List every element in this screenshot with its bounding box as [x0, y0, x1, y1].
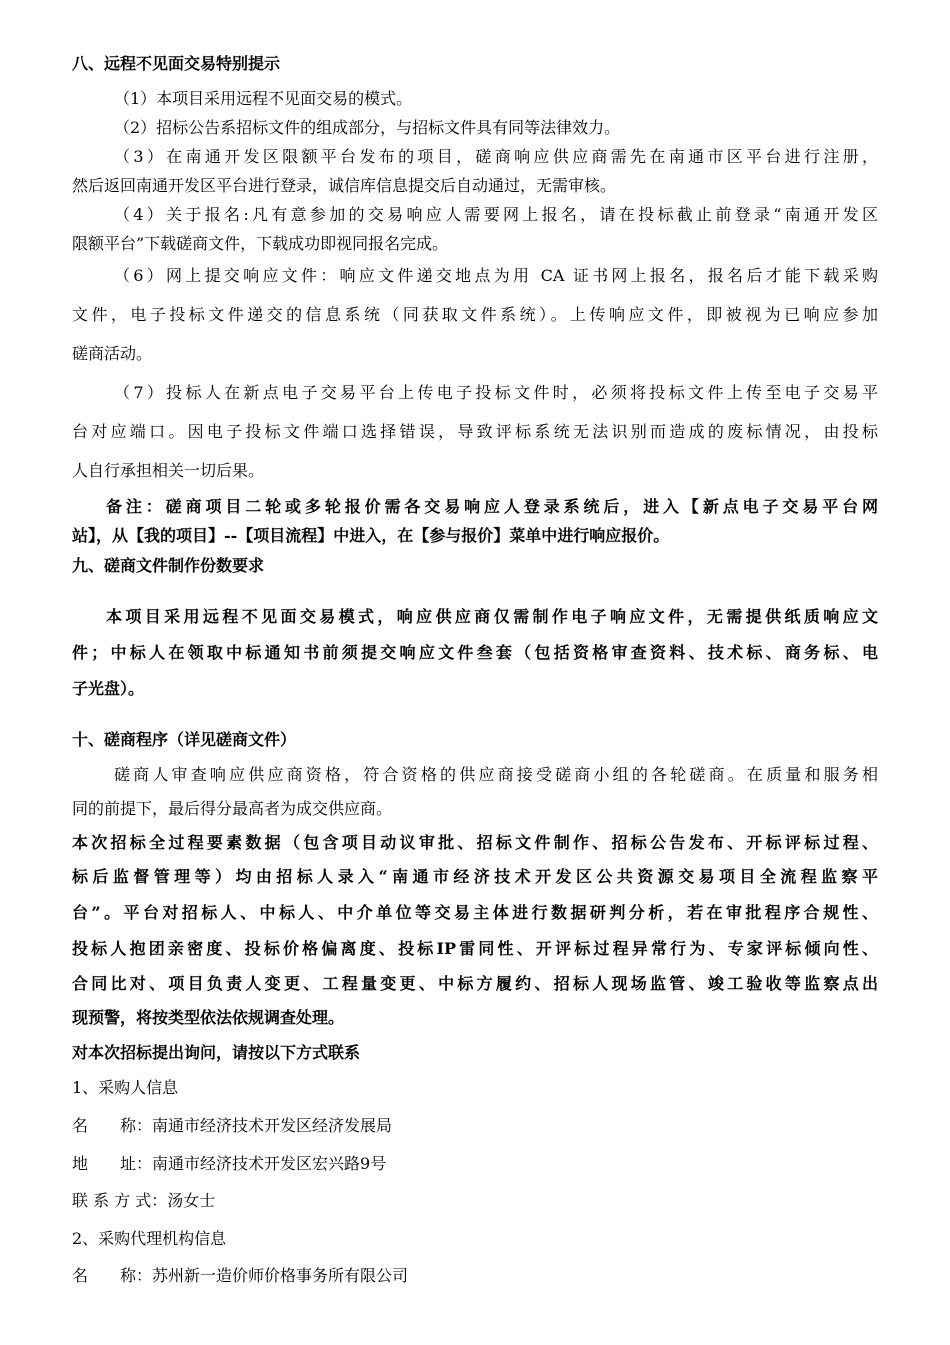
purchaser-contact-row	[72, 1191, 878, 1211]
section-9-heading: 九、磋商文件制作份数要求	[72, 556, 265, 575]
section-8-item-6-line-2: 文件，电子投标文件递交的信息系统（同获取文件系统）。上传响应文件，即被视为已响应参加	[72, 305, 878, 324]
section-8-item-2: （2）招标公告系招标文件的组成部分，与招标文件具有同等法律效力。	[114, 118, 621, 137]
section-8-item-6-line-1: （6）网上提交响应文件：响应文件递交地点为用 CA 证书网上报名，报名后才能下载采购	[114, 266, 878, 285]
section-8-item-7-line-2: 台对应端口。因电子投标文件端口选择错误，导致评标系统无法识别而造成的废标情况，由投标	[72, 422, 878, 441]
section-9-body-line-3: 子光盘）。	[72, 679, 145, 698]
section-8-note-line-1: 备注：磋商项目二轮或多轮报价需各交易响应人登录系统后，进入【新点电子交易平台网	[106, 497, 878, 516]
agency-title: 2、采购代理机构信息	[72, 1229, 227, 1248]
section-10-body-line-2: 同的前提下，最后得分最高者为成交供应商。	[72, 799, 393, 818]
supervision-line-2: 标后监督管理等）均由招标人录入“南通市经济技术开发区公共资源交易项目全流程监察平	[72, 867, 878, 886]
contact-heading: 对本次招标提出询问，请按以下方式联系	[72, 1043, 361, 1062]
purchaser-name-label: 名 称：	[72, 1116, 153, 1135]
purchaser-contact: 汤女士	[167, 1191, 216, 1210]
section-8-item-4-line-2: 限额平台”下载磋商文件，下载成功即视同报名完成。	[72, 234, 449, 253]
purchaser-name-row	[72, 1116, 878, 1136]
section-8-note-line-2: 站】，从【我的项目】--【项目流程】中进入，在【参与报价】菜单中进行响应报价。	[72, 526, 670, 545]
section-8-item-7-line-3: 人自行承担相关一切后果。	[72, 461, 265, 480]
supervision-line-1: 本次招标全过程要素数据（包含项目动议审批、招标文件制作、招标公告发布、开标评标过程、	[72, 833, 878, 852]
purchaser-address-label: 地 址：	[72, 1154, 153, 1173]
purchaser-contact-label: 联 系 方 式：	[72, 1191, 168, 1210]
purchaser-address-row	[72, 1154, 878, 1174]
supervision-line-4: 投标人抱团亲密度、投标价格偏离度、投标IP雷同性、开评标过程异常行为、专家评标倾向性、	[72, 939, 878, 958]
agency-name: 苏州新一造价师价格事务所有限公司	[152, 1266, 409, 1285]
section-9-body-line-2: 件；中标人在领取中标通知书前须提交响应文件叁套（包括资格审查资料、技术标、商务标、电	[72, 643, 878, 662]
section-10-heading: 十、磋商程序（详见磋商文件）	[72, 730, 297, 749]
section-8-item-1: （1）本项目采用远程不见面交易的模式。	[114, 89, 413, 108]
supervision-line-5: 合同比对、项目负责人变更、工程量变更、中标方履约、招标人现场监管、竣工验收等监察点出	[72, 974, 878, 993]
section-8-item-6-line-3: 磋商活动。	[72, 344, 153, 363]
agency-name-row	[72, 1266, 878, 1286]
section-8-item-4-line-1: （4）关于报名:凡有意参加的交易响应人需要网上报名，请在投标截止前登录“南通开发区	[114, 205, 878, 224]
purchaser-title: 1、采购人信息	[72, 1078, 179, 1097]
section-8-item-3-line-2: 然后返回南通开发区平台进行登录，诚信库信息提交后自动通过，无需审核。	[72, 176, 617, 195]
purchaser-name: 南通市经济技术开发区经济发展局	[152, 1116, 393, 1135]
section-8-item-3-line-1: （3）在南通开发区限额平台发布的项目，磋商响应供应商需先在南通市区平台进行注册，	[114, 147, 878, 166]
section-10-body-line-1: 磋商人审查响应供应商资格，符合资格的供应商接受磋商小组的各轮磋商。在质量和服务相	[114, 765, 878, 784]
supervision-line-3: 台”。平台对招标人、中标人、中介单位等交易主体进行数据研判分析，若在审批程序合规性、	[72, 903, 878, 922]
section-8-item-7-line-1: （7）投标人在新点电子交易平台上传电子投标文件时，必须将投标文件上传至电子交易平	[114, 383, 878, 402]
supervision-line-6: 现预警，将按类型依法依规调查处理。	[72, 1008, 345, 1027]
purchaser-address: 南通市经济技术开发区宏兴路9号	[152, 1154, 387, 1173]
section-8-heading: 八、远程不见面交易特别提示	[72, 54, 281, 73]
agency-name-label: 名 称：	[72, 1266, 153, 1285]
section-9-body-line-1: 本项目采用远程不见面交易模式，响应供应商仅需制作电子响应文件，无需提供纸质响应文	[106, 607, 878, 626]
